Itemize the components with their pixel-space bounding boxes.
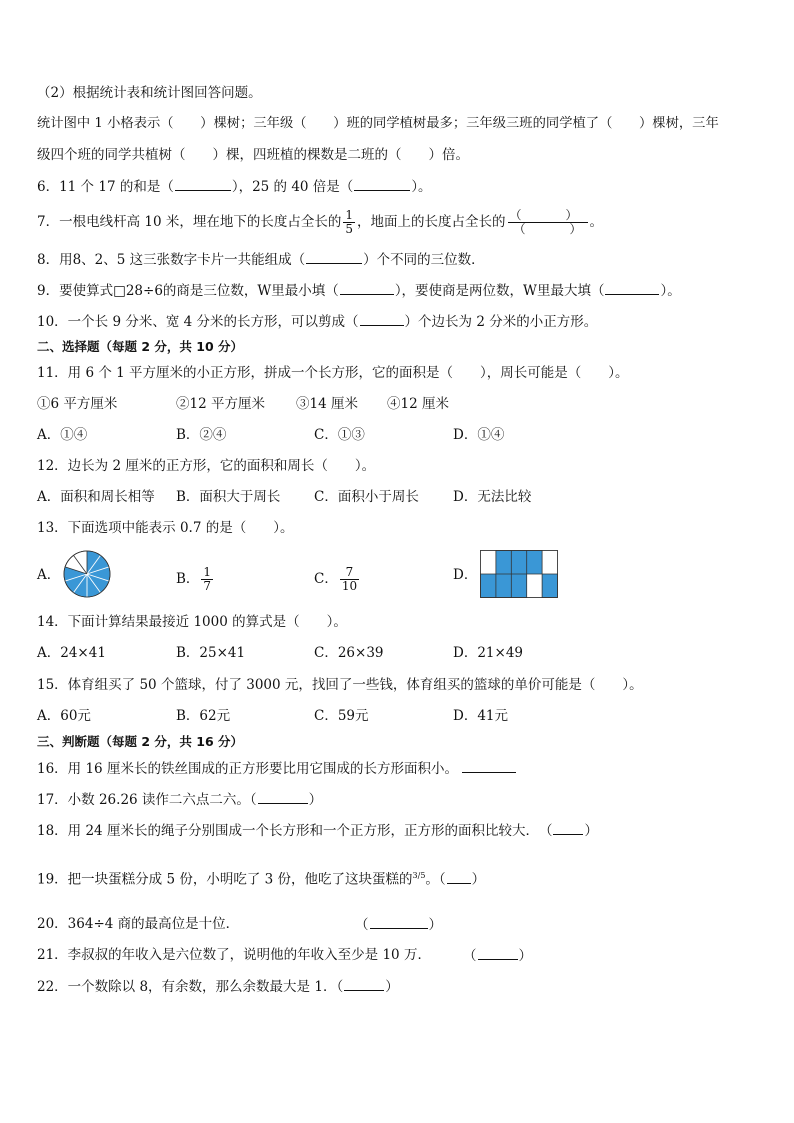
q13-option-b[interactable]	[176, 566, 215, 593]
q13-c-fraction	[340, 566, 359, 593]
q15-stem: 15．体育组买了 50 个篮球，付了 3000 元，找回了一些钱，体育组买的篮球的单价可能是（ ）。	[37, 677, 643, 693]
q20-answer[interactable]	[355, 915, 442, 934]
q13-option-c[interactable]	[314, 566, 361, 593]
question-20: 20．364÷4 商的最高位是十位．	[37, 916, 240, 932]
q8-blank[interactable]	[306, 250, 362, 264]
q13-grid-icon	[480, 550, 558, 598]
q20-blank[interactable]	[370, 915, 428, 929]
q15-option-d[interactable]: D．41元	[453, 708, 509, 724]
q14-stem: 14．下面计算结果最接近 1000 的算式是（ ）。	[37, 614, 347, 630]
q14-option-b[interactable]: B．25×41	[176, 645, 246, 661]
q12-stem: 12．边长为 2 厘米的正方形，它的面积和周长（ ）。	[37, 458, 376, 474]
q16-text: 16．用 16 厘米长的铁丝围成的正方形要比用它围成的长方形面积小。	[37, 761, 458, 777]
q13-option-d[interactable]	[453, 566, 477, 584]
q6-pre: 6．11 个 17 的和是（	[37, 179, 174, 195]
q9-blank-2[interactable]	[605, 281, 659, 295]
q20-rparen: ）	[428, 917, 442, 933]
q7-answer-fraction[interactable]	[508, 209, 588, 236]
q16-blank[interactable]	[462, 759, 516, 773]
question-22	[37, 977, 399, 996]
q18-post: ）	[584, 823, 598, 839]
q21-lparen: （	[463, 948, 477, 964]
q11-stem: 11．用 6 个 1 平方厘米的小正方形，拼成一个长方形，它的面积是（ ），周长可能是（ ）。	[37, 365, 629, 381]
question-21: 21．李叔叔的年收入是六位数了，说明他的年收入至少是 10 万．	[37, 947, 431, 963]
section-2-heading: 二、选择题（每题 2 分，共 10 分）	[37, 339, 244, 354]
q13-b-fraction	[201, 566, 213, 593]
q8-pre: 8．用8、2、5 这三张数字卡片一共能组成（	[37, 252, 306, 268]
part2-heading: （2）根据统计表和统计图回答问题。	[37, 85, 262, 101]
q7-frac-num: 1	[345, 208, 353, 222]
q13-c-num: 7	[340, 566, 359, 580]
q11-choice-3: ③14 厘米	[296, 396, 358, 412]
q11-option-b[interactable]: B．②④	[176, 427, 227, 443]
q17-blank[interactable]	[258, 790, 308, 804]
q11-option-a[interactable]: A．①④	[37, 427, 88, 443]
q21-rparen: ）	[518, 948, 532, 964]
q22-pre: 22．一个数除以 8，有余数，那么余数最大是 1．（	[37, 979, 344, 995]
q9-post: ）。	[660, 283, 681, 299]
q14-option-d[interactable]: D．21×49	[453, 645, 523, 661]
q9-mid: ），要使商是两位数，W里最大填（	[394, 283, 605, 299]
q7-top-rparen: ）	[565, 208, 578, 222]
q15-option-c[interactable]: C．59元	[314, 708, 369, 724]
q12-option-b[interactable]: B．面积大于周长	[176, 489, 281, 505]
q6-blank-1[interactable]	[175, 177, 231, 191]
q14-option-c[interactable]: C．26×39	[314, 645, 384, 661]
q10-pre: 10．一个长 9 分米、宽 4 分米的长方形，可以剪成（	[37, 314, 359, 330]
question-16	[37, 759, 517, 778]
q13-stem: 13．下面选项中能表示 0.7 的是（ ）。	[37, 520, 294, 536]
q12-option-c[interactable]: C．面积小于周长	[314, 489, 419, 505]
question-18	[37, 821, 598, 840]
q7-bot-lparen: （	[513, 222, 526, 236]
question-17	[37, 790, 322, 809]
q21-answer[interactable]	[463, 946, 532, 965]
q11-option-d[interactable]: D．①④	[453, 427, 505, 443]
q9-pre: 9．要使算式□28÷6的商是三位数，W里最小填（	[37, 283, 339, 299]
q19-pre: 19．把一块蛋糕分成 5 份，小明吃了 3 份，他吃了这块蛋糕的	[37, 871, 413, 888]
q13-b-den: 7	[203, 579, 212, 593]
part2-line2: 级四个班的同学共植树（ ）棵，四班植的棵数是二班的（ ）倍。	[37, 147, 469, 163]
q6-blank-2[interactable]	[354, 177, 410, 191]
q10-post: ）个边长为 2 分米的小正方形。	[404, 314, 598, 330]
question-10	[37, 312, 597, 331]
q19-mid: 。（	[425, 871, 446, 888]
question-7	[37, 208, 603, 240]
q13-c-den: 10	[341, 579, 358, 593]
q15-option-b[interactable]: B．62元	[176, 708, 231, 724]
q19-fraction: 3/5	[412, 871, 426, 880]
q13-option-a[interactable]	[37, 566, 60, 584]
q19-post: ）	[471, 871, 486, 888]
q22-post: ）	[385, 979, 399, 995]
q7-bot-rparen: ）	[569, 222, 582, 236]
q10-blank[interactable]	[360, 312, 404, 326]
q18-blank[interactable]	[553, 821, 583, 835]
q8-post: ）个不同的三位数．	[363, 252, 485, 268]
question-8	[37, 250, 485, 269]
part2-line1: 统计图中 1 小格表示（ ）棵树；三年级（ ）班的同学植树最多；三年级三班的同学植了（ ）棵树，三年	[37, 116, 719, 131]
question-9	[37, 281, 681, 300]
q7-fraction	[343, 209, 355, 236]
q15-option-a[interactable]: A．60元	[37, 708, 91, 724]
q9-blank-1[interactable]	[340, 281, 394, 295]
q11-choice-1: ①6 平方厘米	[37, 396, 118, 412]
q11-choice-4: ④12 厘米	[387, 396, 449, 412]
q7-post: 。	[589, 214, 603, 230]
q18-pre: 18．用 24 厘米长的绳子分别围成一个长方形和一个正方形，正方形的面积比较大． （	[37, 823, 553, 839]
q21-blank[interactable]	[478, 946, 518, 960]
q7-answer-den[interactable]	[508, 223, 588, 236]
q7-answer-num[interactable]	[508, 209, 588, 223]
q7-top-lparen: （	[509, 208, 522, 222]
q11-choice-2: ②12 平方厘米	[176, 396, 265, 412]
q17-post: ）	[308, 792, 323, 808]
q12-option-d[interactable]: D．无法比较	[453, 489, 532, 505]
q7-frac-den: 5	[345, 222, 353, 236]
q20-lparen: （	[355, 917, 369, 933]
q13-label-b: B．	[176, 571, 200, 587]
q13-label-d: D．	[453, 567, 478, 583]
q12-option-a[interactable]: A．面积和周长相等	[37, 489, 155, 505]
q17-pre: 17．小数 26.26 读作二六点二六。（	[37, 792, 257, 808]
section-3-heading: 三、判断题（每题 2 分，共 16 分）	[37, 734, 244, 749]
q13-label-c: C．	[314, 571, 338, 587]
q13-label-a: A．	[37, 567, 61, 583]
q19-blank[interactable]	[447, 870, 471, 884]
question-19	[37, 867, 485, 889]
q14-option-a[interactable]: A．24×41	[37, 645, 106, 661]
q11-option-c[interactable]: C．①③	[314, 427, 365, 443]
q22-blank[interactable]	[344, 977, 384, 991]
q7-mid: ，地面上的长度占全长的	[357, 214, 506, 230]
q6-post: ）。	[411, 179, 432, 195]
q7-pre: 7．一根电线杆高 10 米，埋在地下的长度占全长的	[37, 214, 342, 230]
q13-b-num: 1	[203, 565, 212, 579]
question-6	[37, 177, 432, 196]
q13-pie-icon	[63, 550, 111, 598]
q6-mid: ），25 的 40 倍是（	[231, 179, 354, 195]
